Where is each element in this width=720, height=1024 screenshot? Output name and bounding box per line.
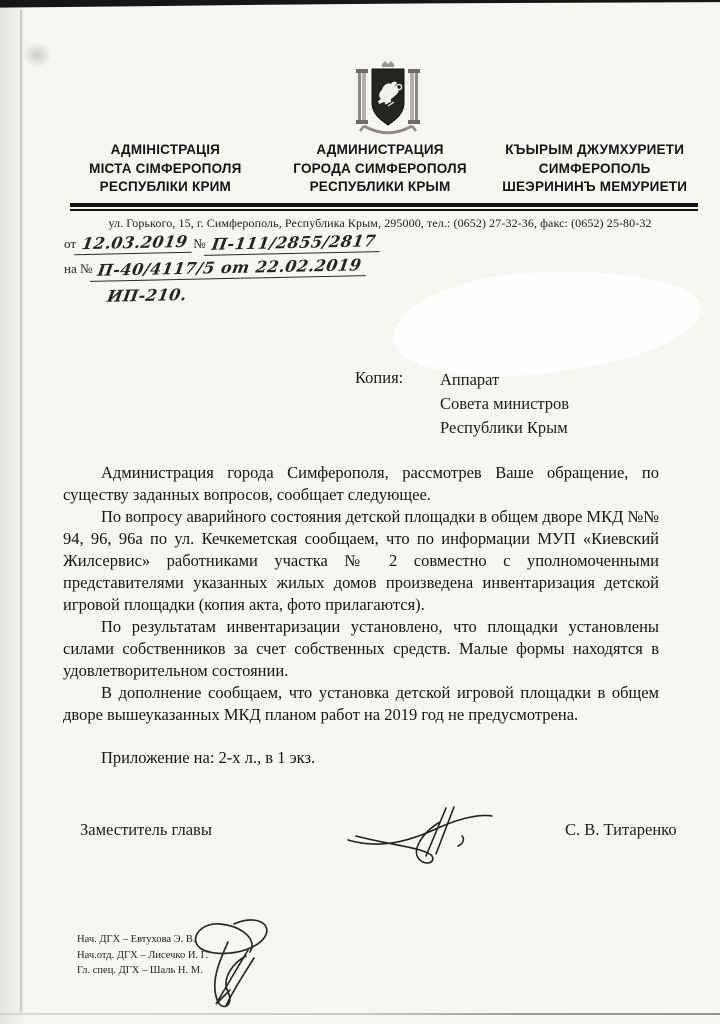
copy-recipient-block — [355, 368, 569, 440]
body-paragraph-2: По вопросу аварийного состояния детской площадки в общем дворе МКД №№ 94, 96, 96а по ул. Кечкеметская сообщаем, что по информации МУП «Киевский Жилсервис» работниками участка № 2 совместно с уполномоченными представителями указанных жилых домов произведена инвентаризация детской игровой площадки (копия акта, фото прилагаются). — [63, 507, 659, 614]
org-name-crimean-tatar — [487, 141, 702, 197]
signer-name: С. В. Титаренко — [565, 820, 677, 839]
copy-label: Копия: — [355, 368, 404, 387]
official-line: Нач. ДГХ – Евтухова Э. В. — [77, 934, 196, 945]
scan-left-shading — [0, 0, 28, 1024]
reply-label: на № — [64, 261, 93, 276]
scan-bottom-edge — [0, 1013, 720, 1015]
recipient-line: Республики Крым — [440, 418, 568, 437]
from-label: от — [64, 236, 77, 251]
letterhead-address: ул. Горького, 15, г. Симферополь, Республика Крым, 295000, тел.: (0652) 27-32-36, факс: (0652) 25-80-32 — [108, 216, 652, 230]
org-ru-line2: ГОРОДА СИМФЕРОПОЛЯ — [293, 160, 467, 176]
handwritten-signature-icon — [340, 802, 500, 872]
official-line: Нач.отд. ДГХ – Лисечко И. Г. — [77, 949, 209, 961]
body-paragraph-1: Администрация города Симферополя, рассмотрев Ваше обращение, по существу заданных вопросов, сообщает следующее. — [63, 463, 659, 504]
org-crh-line2: СИМФЕРОПОЛЬ — [538, 160, 651, 176]
org-name-ukrainian — [58, 141, 273, 197]
scan-top-edge — [0, 0, 720, 8]
org-ru-line1: АДМИНИСТРАЦИЯ — [316, 142, 444, 157]
outgoing-number-handwritten: П-111/2855/2817 — [204, 231, 383, 256]
org-crh-line1: КЪЫРЫМ ДЖУМХУРИЕТИ — [505, 142, 685, 157]
simferopol-coat-of-arms-icon — [352, 60, 424, 138]
incoming-reference-row — [64, 255, 464, 280]
org-ru-line3: РЕСПУБЛИКИ КРЫМ — [309, 179, 451, 194]
reference-numbers-block — [64, 231, 464, 306]
number-label: № — [193, 236, 206, 251]
letterhead-divider — [70, 203, 698, 211]
letterhead-org-names — [58, 141, 702, 197]
recipient-line: Совета министров — [440, 394, 570, 413]
outgoing-date-handwritten: 12.03.2019 — [74, 232, 195, 255]
body-paragraph-3: По результатам инвентаризации установлено, что площадки установлены силами собственников за счет собственных средств. Малые формы находятся в удовлетворительном состоянии. — [63, 617, 659, 680]
signer-position-title: Заместитель главы — [80, 820, 212, 839]
org-uk-line1: АДМІНІСТРАЦІЯ — [110, 142, 221, 157]
org-crh-line3: ШЕЭРИНИНЪ МЕМУРИЕТИ — [502, 179, 688, 194]
scan-smudge — [22, 42, 52, 68]
outgoing-reference-row — [64, 233, 464, 254]
body-paragraph-4: В дополнение сообщаем, что установка детской игровой площадки в общем дворе вышеуказанных МКД планом работ на 2019 год не предусмотрена. — [63, 683, 659, 724]
recipient-line: Аппарат — [440, 370, 500, 389]
copy-recipient-lines — [440, 368, 569, 440]
org-name-russian — [273, 141, 488, 197]
incoming-number-handwritten: П-40/4117/5 от 22.02.2019 — [90, 255, 369, 282]
org-uk-line2: МІСТА СІМФЕРОПОЛЯ — [89, 160, 242, 176]
incoming-number-handwritten-line2: ИП-210. — [105, 285, 189, 306]
scan-crease-line — [20, 10, 23, 1012]
attachment-note: Приложение на: 2-х л., в 1 экз. — [101, 748, 316, 767]
org-uk-line3: РЕСПУБЛІКИ КРИМ — [99, 179, 231, 194]
handwritten-initials-icon — [168, 912, 288, 1012]
official-line: Гл. спец. ДГХ – Шаль Н. М. — [77, 965, 203, 976]
letter-body — [63, 462, 659, 769]
